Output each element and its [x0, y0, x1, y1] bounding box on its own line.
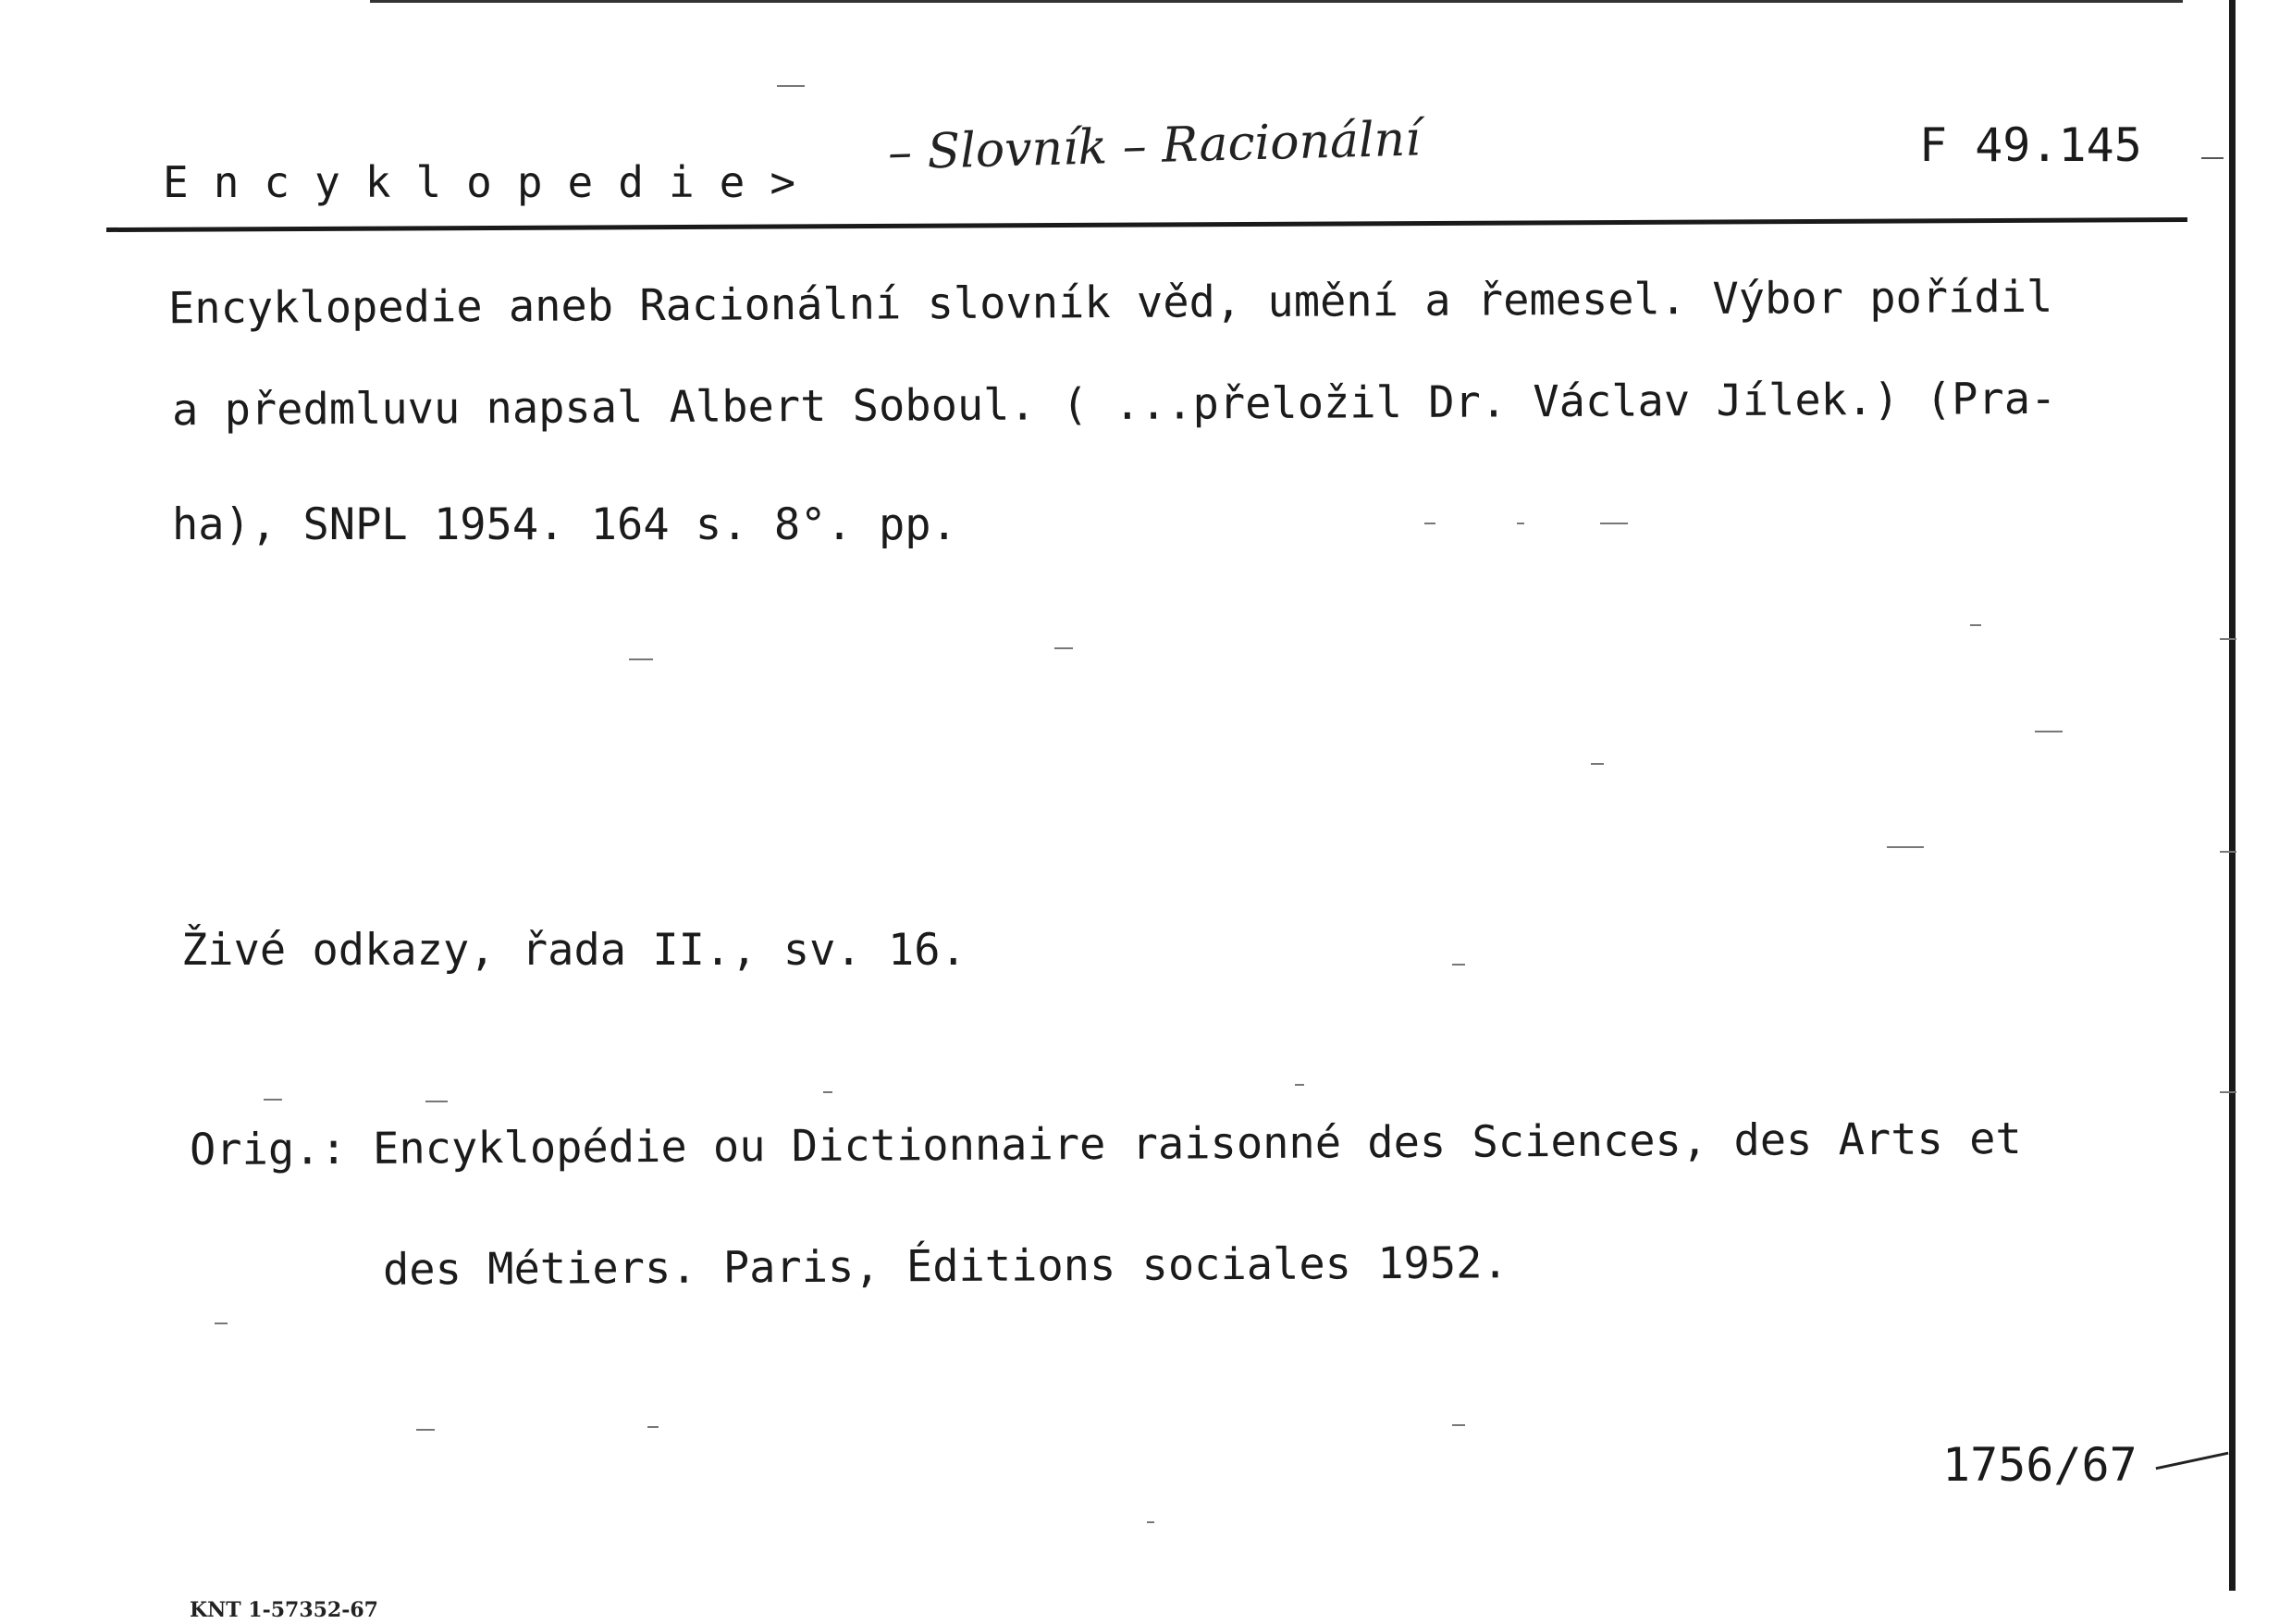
scan-speck	[1452, 1424, 1465, 1426]
card-top-edge	[370, 0, 2183, 3]
printer-mark: KNT 1-57352-67	[190, 1598, 378, 1622]
scan-speck	[647, 1426, 659, 1428]
accession-pen-mark	[2156, 1452, 2229, 1470]
scan-speck	[2220, 1091, 2236, 1093]
scan-speck	[425, 1101, 448, 1102]
scan-speck	[1600, 523, 1628, 524]
card-heading	[163, 157, 795, 207]
scan-speck	[2220, 851, 2236, 853]
call-number: F 49.145	[1919, 118, 2142, 172]
scan-speck	[1295, 1084, 1304, 1086]
scan-speck	[1517, 523, 1524, 524]
scan-speck	[777, 85, 805, 87]
entry-line-2: a předmluvu napsal Albert Soboul. ( ...přeložil Dr. Václav Jílek.) (Pra-	[171, 373, 2057, 437]
scan-speck	[264, 1099, 282, 1101]
scan-speck	[1591, 763, 1604, 765]
scan-speck	[1147, 1521, 1154, 1523]
scan-speck	[629, 658, 653, 660]
scan-speck	[2220, 638, 2236, 640]
scan-speck	[1452, 964, 1465, 966]
edge-tick	[2201, 157, 2224, 159]
card-right-edge	[2229, 0, 2236, 1591]
scan-speck	[215, 1323, 228, 1324]
scan-speck	[2035, 731, 2063, 732]
scan-speck	[1970, 624, 1981, 626]
entry-line-1: Encyklopedie aneb Racionální slovník věd, umění a řemesel. Výbor pořídil	[167, 271, 2053, 335]
original-title-line-2: des Métiers. Paris, Éditions sociales 1952.	[382, 1237, 1509, 1296]
scan-speck	[1054, 647, 1073, 649]
series-note: Živé odkazy, řada II., sv. 16.	[181, 925, 967, 976]
heading-mark: >	[770, 157, 796, 207]
heading-text: Encyklopedie	[163, 157, 770, 207]
scan-speck	[1424, 523, 1435, 524]
scan-speck	[1887, 846, 1924, 848]
original-title-line-1: Orig.: Encyklopédie ou Dictionnaire raisonné des Sciences, des Arts et	[189, 1113, 2022, 1176]
header-rule	[106, 217, 2187, 232]
scan-speck	[416, 1429, 435, 1431]
entry-line-3: ha), SNPL 1954. 164 s. 8°. pp.	[172, 499, 957, 550]
scan-speck	[823, 1091, 832, 1093]
handwritten-note: – Slovník – Racionální	[887, 111, 1422, 181]
accession-number: 1756/67	[1942, 1438, 2137, 1492]
